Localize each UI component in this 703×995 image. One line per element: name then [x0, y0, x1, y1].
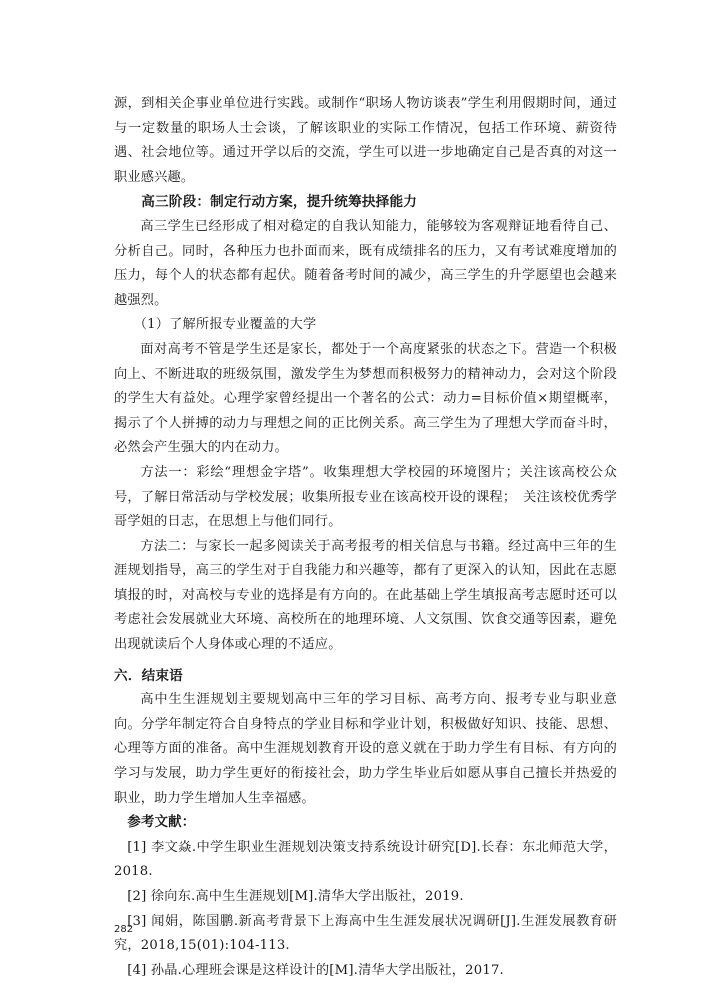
- conclusion-heading: 六．结束语: [114, 667, 183, 684]
- method-2-paragraph: 方法二：与家长一起多阅读关于高考报考的相关信息与书籍。经过高中三年的生涯规划指导，高三的学生对于自我能力和兴趣等，都有了更深入的认知，因此在志愿填报的时，对高校与专业的选择是有方向的。在此基础上学生填报高考志愿时还可以考虑社会发展就业大环境、高校所在的地理环境、人文氛围、饮食交通等因素，避免出现就读后个人身体或心理的不适应。: [114, 538, 617, 653]
- references-title: 参考文献：: [127, 815, 196, 831]
- stage3-heading: 高三阶段：制定行动方案，提升统筹抉择能力: [141, 194, 418, 211]
- reference-item: [1] 李文焱.中学生职业生涯规划决策支持系统设计研究[D].长春：东北师范大学，2018.: [114, 839, 617, 880]
- document-body: [114, 92, 617, 983]
- subsection-1-heading: （1）了解所报专业覆盖的大学: [133, 317, 317, 333]
- stage3-paragraph: 高三学生已经形成了相对稳定的自我认知能力，能够较为客观辩证地看待自己、分析自己。同时，各种压力也扑面而来，既有成绩排名的压力，又有考试难度增加的压力，每个人的状态都有起伏。随着备考时间的减少，高三学生的升学愿望也会越来越强烈。: [114, 218, 617, 308]
- reference-item: [4] 孙晶.心理班会课是这样设计的[M].清华大学出版社，2017.: [127, 962, 504, 978]
- page-number: 282: [114, 924, 134, 935]
- method-1-paragraph: 方法一：彩绘“理想金字塔”。收集理想大学校园的环境图片；关注该高校公众号，了解日常活动与学校发展；收集所报专业在该高校开设的课程； 关注该校优秀学哥学姐的日志，在思想上与他们同行。: [114, 464, 617, 530]
- conclusion-paragraph: 高中生生涯规划主要规划高中三年的学习目标、高考方向、报考专业与职业意向。分学年制定符合自身特点的学业目标和学业计划，积极做好知识、技能、思想、心理等方面的准备。高中生涯规划教育开设的意义就在于助力学生有目标、有方向的学习与发展，助力学生更好的衔接社会，助力学生毕业后如愿从事自己擅长并热爱的职业，助力学生增加人生幸福感。: [114, 692, 617, 806]
- subsection-1-paragraph: 面对高考不管是学生还是家长，都处于一个高度紧张的状态之下。营造一个积极向上、不断进取的班级氛围，激发学生为梦想而积极努力的精神动力，会对这个阶段的学生大有益处。心理学家曾经提出一个著名的公式：动力=目标价值×期望概率，揭示了个人拼搏的动力与理想之间的正比例关系。高三学生为了理想大学而奋斗时，必然会产生强大的内在动力。: [114, 341, 617, 456]
- intro-paragraph: 源，到相关企事业单位进行实践。或制作“职场人物访谈表”学生利用假期时间，通过与一定数量的职场人士会谈，了解该职业的实际工作情况，包括工作环境、薪资待遇、社会地位等。通过开学以后的交流，学生可以进一步地确定自己是否真的对这一职业感兴趣。: [114, 96, 617, 185]
- reference-item: [3] 闻娟，陈国鹏.新高考背景下上海高中生生涯发展状况调研[J].生涯发展教育研究，2018,15(01):104-113.: [114, 913, 617, 954]
- reference-item: [2] 徐向东.高中生生涯规划[M].清华大学出版社，2019.: [127, 889, 464, 904]
